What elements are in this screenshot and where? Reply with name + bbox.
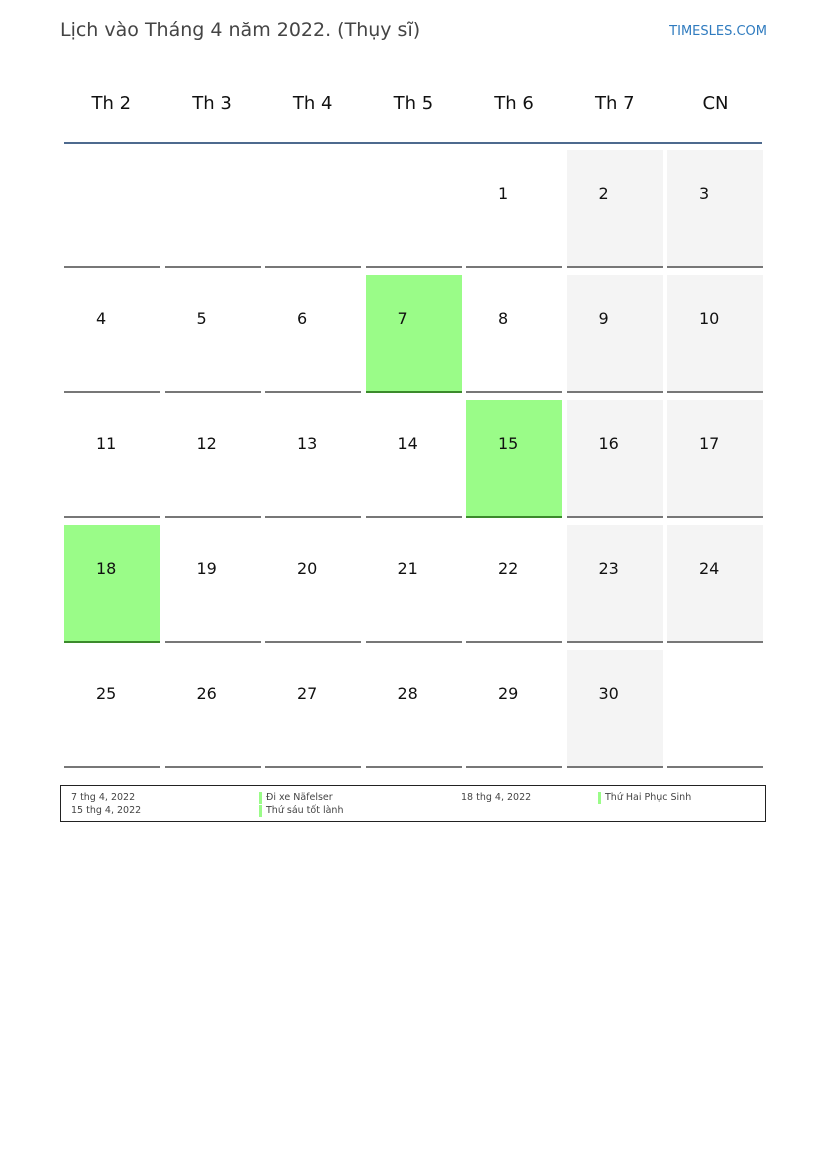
day-cell[interactable] <box>366 525 462 643</box>
day-number: 3 <box>699 184 710 203</box>
empty-day-cell <box>165 150 261 268</box>
legend-holiday-name: Thứ sáu tốt lành <box>259 805 343 817</box>
day-number: 10 <box>699 309 720 328</box>
legend-date: 15 thg 4, 2022 <box>71 805 142 816</box>
day-cell[interactable] <box>366 650 462 768</box>
day-cell[interactable] <box>64 275 160 393</box>
legend-date: 7 thg 4, 2022 <box>71 792 136 803</box>
day-number: 25 <box>96 684 117 703</box>
day-number: 24 <box>699 559 720 578</box>
day-number: 19 <box>196 559 217 578</box>
day-cell[interactable] <box>466 400 562 518</box>
day-number: 21 <box>397 559 418 578</box>
weekday-tue: Th 3 <box>192 93 232 114</box>
day-cell[interactable] <box>567 400 663 518</box>
day-cell[interactable] <box>64 400 160 518</box>
day-number: 30 <box>598 684 619 703</box>
day-cell[interactable] <box>567 525 663 643</box>
empty-day-cell <box>366 150 462 268</box>
day-cell[interactable] <box>165 400 261 518</box>
day-number: 15 <box>498 434 519 453</box>
day-number: 6 <box>297 309 308 328</box>
weekday-sat: Th 7 <box>594 93 635 114</box>
weekday-mon: Th 2 <box>91 93 132 114</box>
day-cell[interactable] <box>466 525 562 643</box>
weekday-thu: Th 5 <box>393 93 434 114</box>
day-number: 12 <box>196 434 217 453</box>
day-cell[interactable] <box>567 650 663 768</box>
day-cell[interactable] <box>667 525 763 643</box>
day-number: 8 <box>498 309 509 328</box>
empty-day-cell <box>64 150 160 268</box>
legend-date: 18 thg 4, 2022 <box>461 792 532 803</box>
day-cell[interactable] <box>64 525 160 643</box>
day-cell[interactable] <box>567 275 663 393</box>
empty-day-cell <box>667 650 763 768</box>
legend-holiday-name: Đi xe Näfelser <box>259 792 333 804</box>
day-number: 22 <box>498 559 519 578</box>
page-title: Lịch vào Tháng 4 năm 2022. (Thụy sĩ) <box>60 19 421 41</box>
day-cell[interactable] <box>265 400 361 518</box>
day-cell[interactable] <box>64 650 160 768</box>
day-number: 11 <box>96 434 117 453</box>
day-number: 5 <box>196 309 207 328</box>
empty-day-cell <box>265 150 361 268</box>
day-number: 2 <box>598 184 609 203</box>
day-cell[interactable] <box>366 275 462 393</box>
weekday-fri: Th 6 <box>494 93 534 114</box>
day-number: 16 <box>598 434 619 453</box>
day-cell[interactable] <box>265 525 361 643</box>
day-number: 20 <box>297 559 318 578</box>
day-number: 7 <box>397 309 408 328</box>
legend-holiday-name: Thứ Hai Phục Sinh <box>598 792 691 804</box>
day-cell[interactable] <box>466 275 562 393</box>
day-number: 23 <box>598 559 619 578</box>
weekday-wed: Th 4 <box>292 93 333 114</box>
day-cell[interactable] <box>667 275 763 393</box>
day-cell[interactable] <box>667 400 763 518</box>
day-number: 17 <box>699 434 720 453</box>
day-cell[interactable] <box>265 275 361 393</box>
day-number: 13 <box>297 434 318 453</box>
day-cell[interactable] <box>567 150 663 268</box>
day-number: 26 <box>196 684 217 703</box>
day-cell[interactable] <box>165 525 261 643</box>
day-cell[interactable] <box>466 650 562 768</box>
day-number: 4 <box>96 309 107 328</box>
weekday-sun: CN <box>702 93 729 114</box>
weekday-header-row <box>61 84 766 124</box>
day-cell[interactable] <box>165 275 261 393</box>
day-number: 29 <box>498 684 519 703</box>
day-cell[interactable] <box>366 400 462 518</box>
brand-link[interactable]: TIMESLES.COM <box>669 24 767 39</box>
day-number: 14 <box>397 434 418 453</box>
header-divider <box>64 142 762 144</box>
day-cell[interactable] <box>165 650 261 768</box>
holiday-legend <box>60 785 766 822</box>
day-cell[interactable] <box>265 650 361 768</box>
day-number: 27 <box>297 684 318 703</box>
day-number: 18 <box>96 559 117 578</box>
day-cell[interactable] <box>466 150 562 268</box>
day-number: 9 <box>598 309 609 328</box>
day-cell[interactable] <box>667 150 763 268</box>
day-number: 1 <box>498 184 509 203</box>
day-number: 28 <box>397 684 418 703</box>
